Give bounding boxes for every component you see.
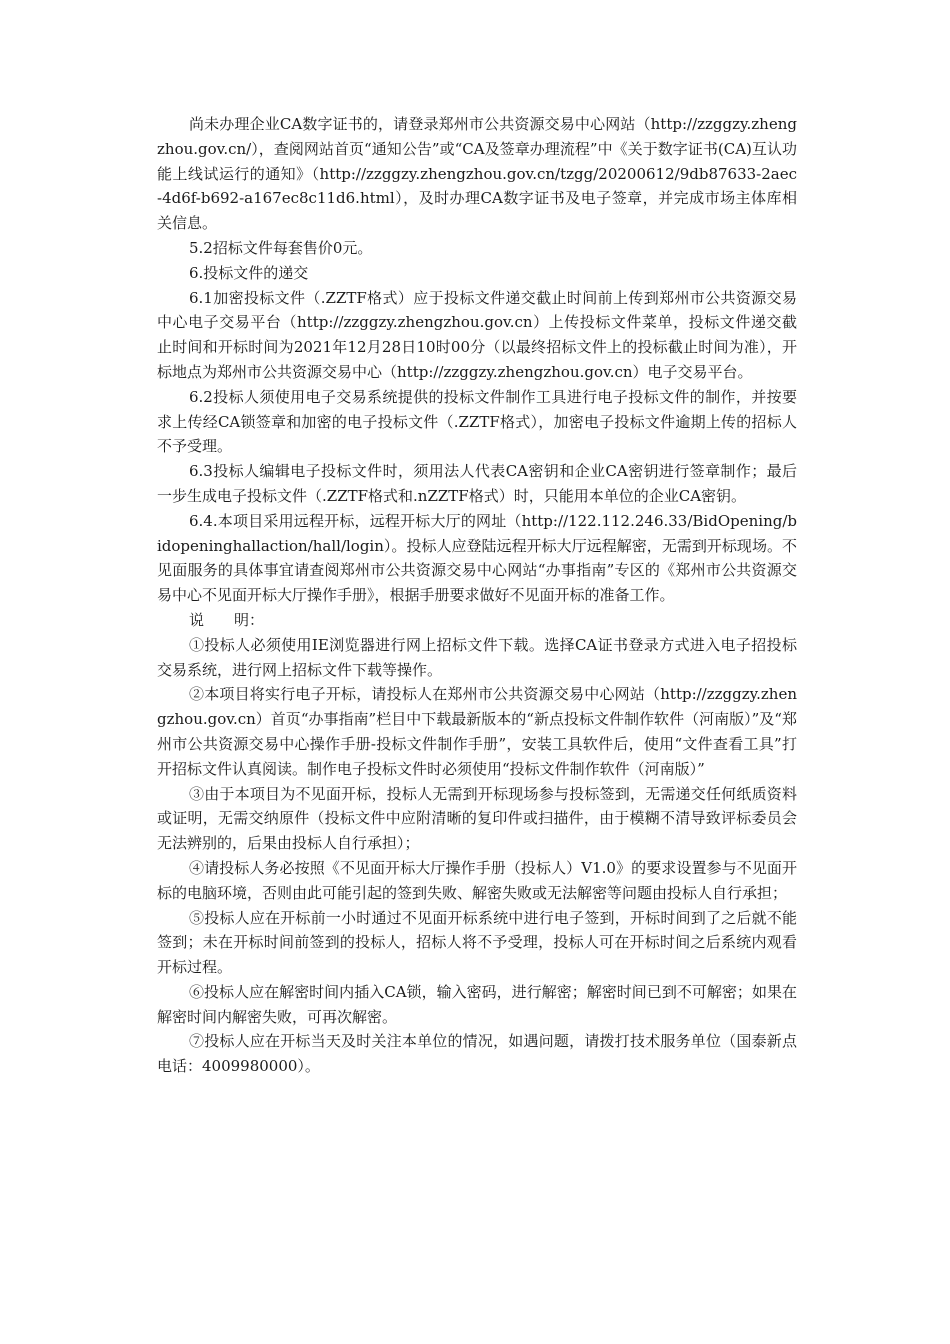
note-item-1: ①投标人必须使用IE浏览器进行网上招标文件下载。选择CA证书登录方式进入电子招投标交易系统，进行网上招标文件下载等操作。: [157, 635, 797, 679]
paragraph-6-3-signature: 6.3投标人编辑电子投标文件时，须用法人代表CA密钥和企业CA密钥进行签章制作；最后一步生成电子投标文件（.ZZTF格式和.nZZTF格式）时，只能用本单位的企业CA密钥。: [157, 462, 797, 505]
paragraph-tender-price: 5.2招标文件每套售价0元。: [189, 238, 373, 257]
paragraph-6-4-remote-opening: 6.4.本项目采用远程开标，远程开标大厅的网址（http://122.112.246.33/BidOpening/bidopeninghallaction/hall/login）。投标人应登陆远程开标大厅远程解密，无需到开标现场。不见面服务的具体事宜请查阅郑州市公共资源交易中心网站“办事指南”专区的《郑州市公共资源交易中心不见面开标大厅操作手册》，根据手册要求做好不见面开标的准备工作。: [157, 511, 797, 605]
notes-heading-first: 说: [189, 610, 205, 629]
paragraph-6-1-encrypted-upload: 6.1加密投标文件（.ZZTF格式）应于投标文件递交截止时间前上传到郑州市公共资源交易中心电子交易平台（http://zzggzy.zhengzhou.gov.cn）上传投标文件菜单，投标文件递交截止时间和开标时间为2021年12月28日10时00分（以最终招标文件上的投标截止时间为准），开标地点为郑州市公共资源交易中心（http://zzggzy.zhengzhou.gov.cn）电子交易平台。: [157, 288, 797, 381]
note-item-5: ⑤投标人应在开标前一小时通过不见面开标系统中进行电子签到，开标时间到了之后就不能签到；未在开标时间前签到的投标人，招标人将不予受理，投标人可在开标时间之后系统内观看开标过程。: [157, 908, 797, 977]
paragraph-ca-certificate: 尚未办理企业CA数字证书的，请登录郑州市公共资源交易中心网站（http://zzggzy.zhengzhou.gov.cn/），查阅网站首页“通知公告”或“CA及签章办理流程”中《关于数字证书(CA)互认功能上线试运行的通知》（http://zzggzy.zhengzhou.gov.cn/tzgg/20200612/9db87633-2aec-4d6f-b692-a167ec8c11d6.html），及时办理CA数字证书及电子签章，并完成市场主体库相关信息。: [157, 115, 797, 233]
note-item-4: ④请投标人务必按照《不见面开标大厅操作手册（投标人）V1.0》的要求设置参与不见面开标的电脑环境，否则由此可能引起的签到失败、解密失败或无法解密等问题由投标人自行承担；: [157, 858, 797, 902]
section-heading-bid-submission: 6.投标文件的递交: [189, 263, 309, 282]
paragraph-6-2-bid-tool: 6.2投标人须使用电子交易系统提供的投标文件制作工具进行电子投标文件的制作，并按要求上传经CA锁签章和加密的电子投标文件（.ZZTF格式），加密电子投标文件逾期上传的招标人不予受理。: [157, 387, 797, 456]
note-item-2: ②本项目将实行电子开标，请投标人在郑州市公共资源交易中心网站（http://zzggzy.zhengzhou.gov.cn）首页“办事指南”栏目中下载最新版本的“新点投标文件制作软件（河南版）”及“郑州市公共资源交易中心操作手册-投标文件制作手册”，安装工具软件后，使用“文件查看工具”打开招标文件认真阅读。制作电子投标文件时必须使用“投标文件制作软件（河南版）”: [157, 685, 797, 778]
note-item-6: ⑥投标人应在解密时间内插入CA锁，输入密码，进行解密；解密时间已到不可解密；如果在解密时间内解密失败，可再次解密。: [157, 982, 797, 1026]
notes-heading: [157, 608, 797, 633]
note-item-7: ⑦投标人应在开标当天及时关注本单位的情况，如遇问题，请拨打技术服务单位（国泰新点电话：4009980000）。: [157, 1032, 797, 1076]
note-item-3: ③由于本项目为不见面开标，投标人无需到开标现场参与投标签到，无需递交任何纸质资料或证明，无需交纳原件（投标文件中应附清晰的复印件或扫描件，由于模糊不清导致评标委员会无法辨别的，后果由投标人自行承担）；: [157, 784, 797, 853]
notes-heading-second: 明：: [234, 610, 265, 629]
document-body: [157, 112, 797, 1079]
